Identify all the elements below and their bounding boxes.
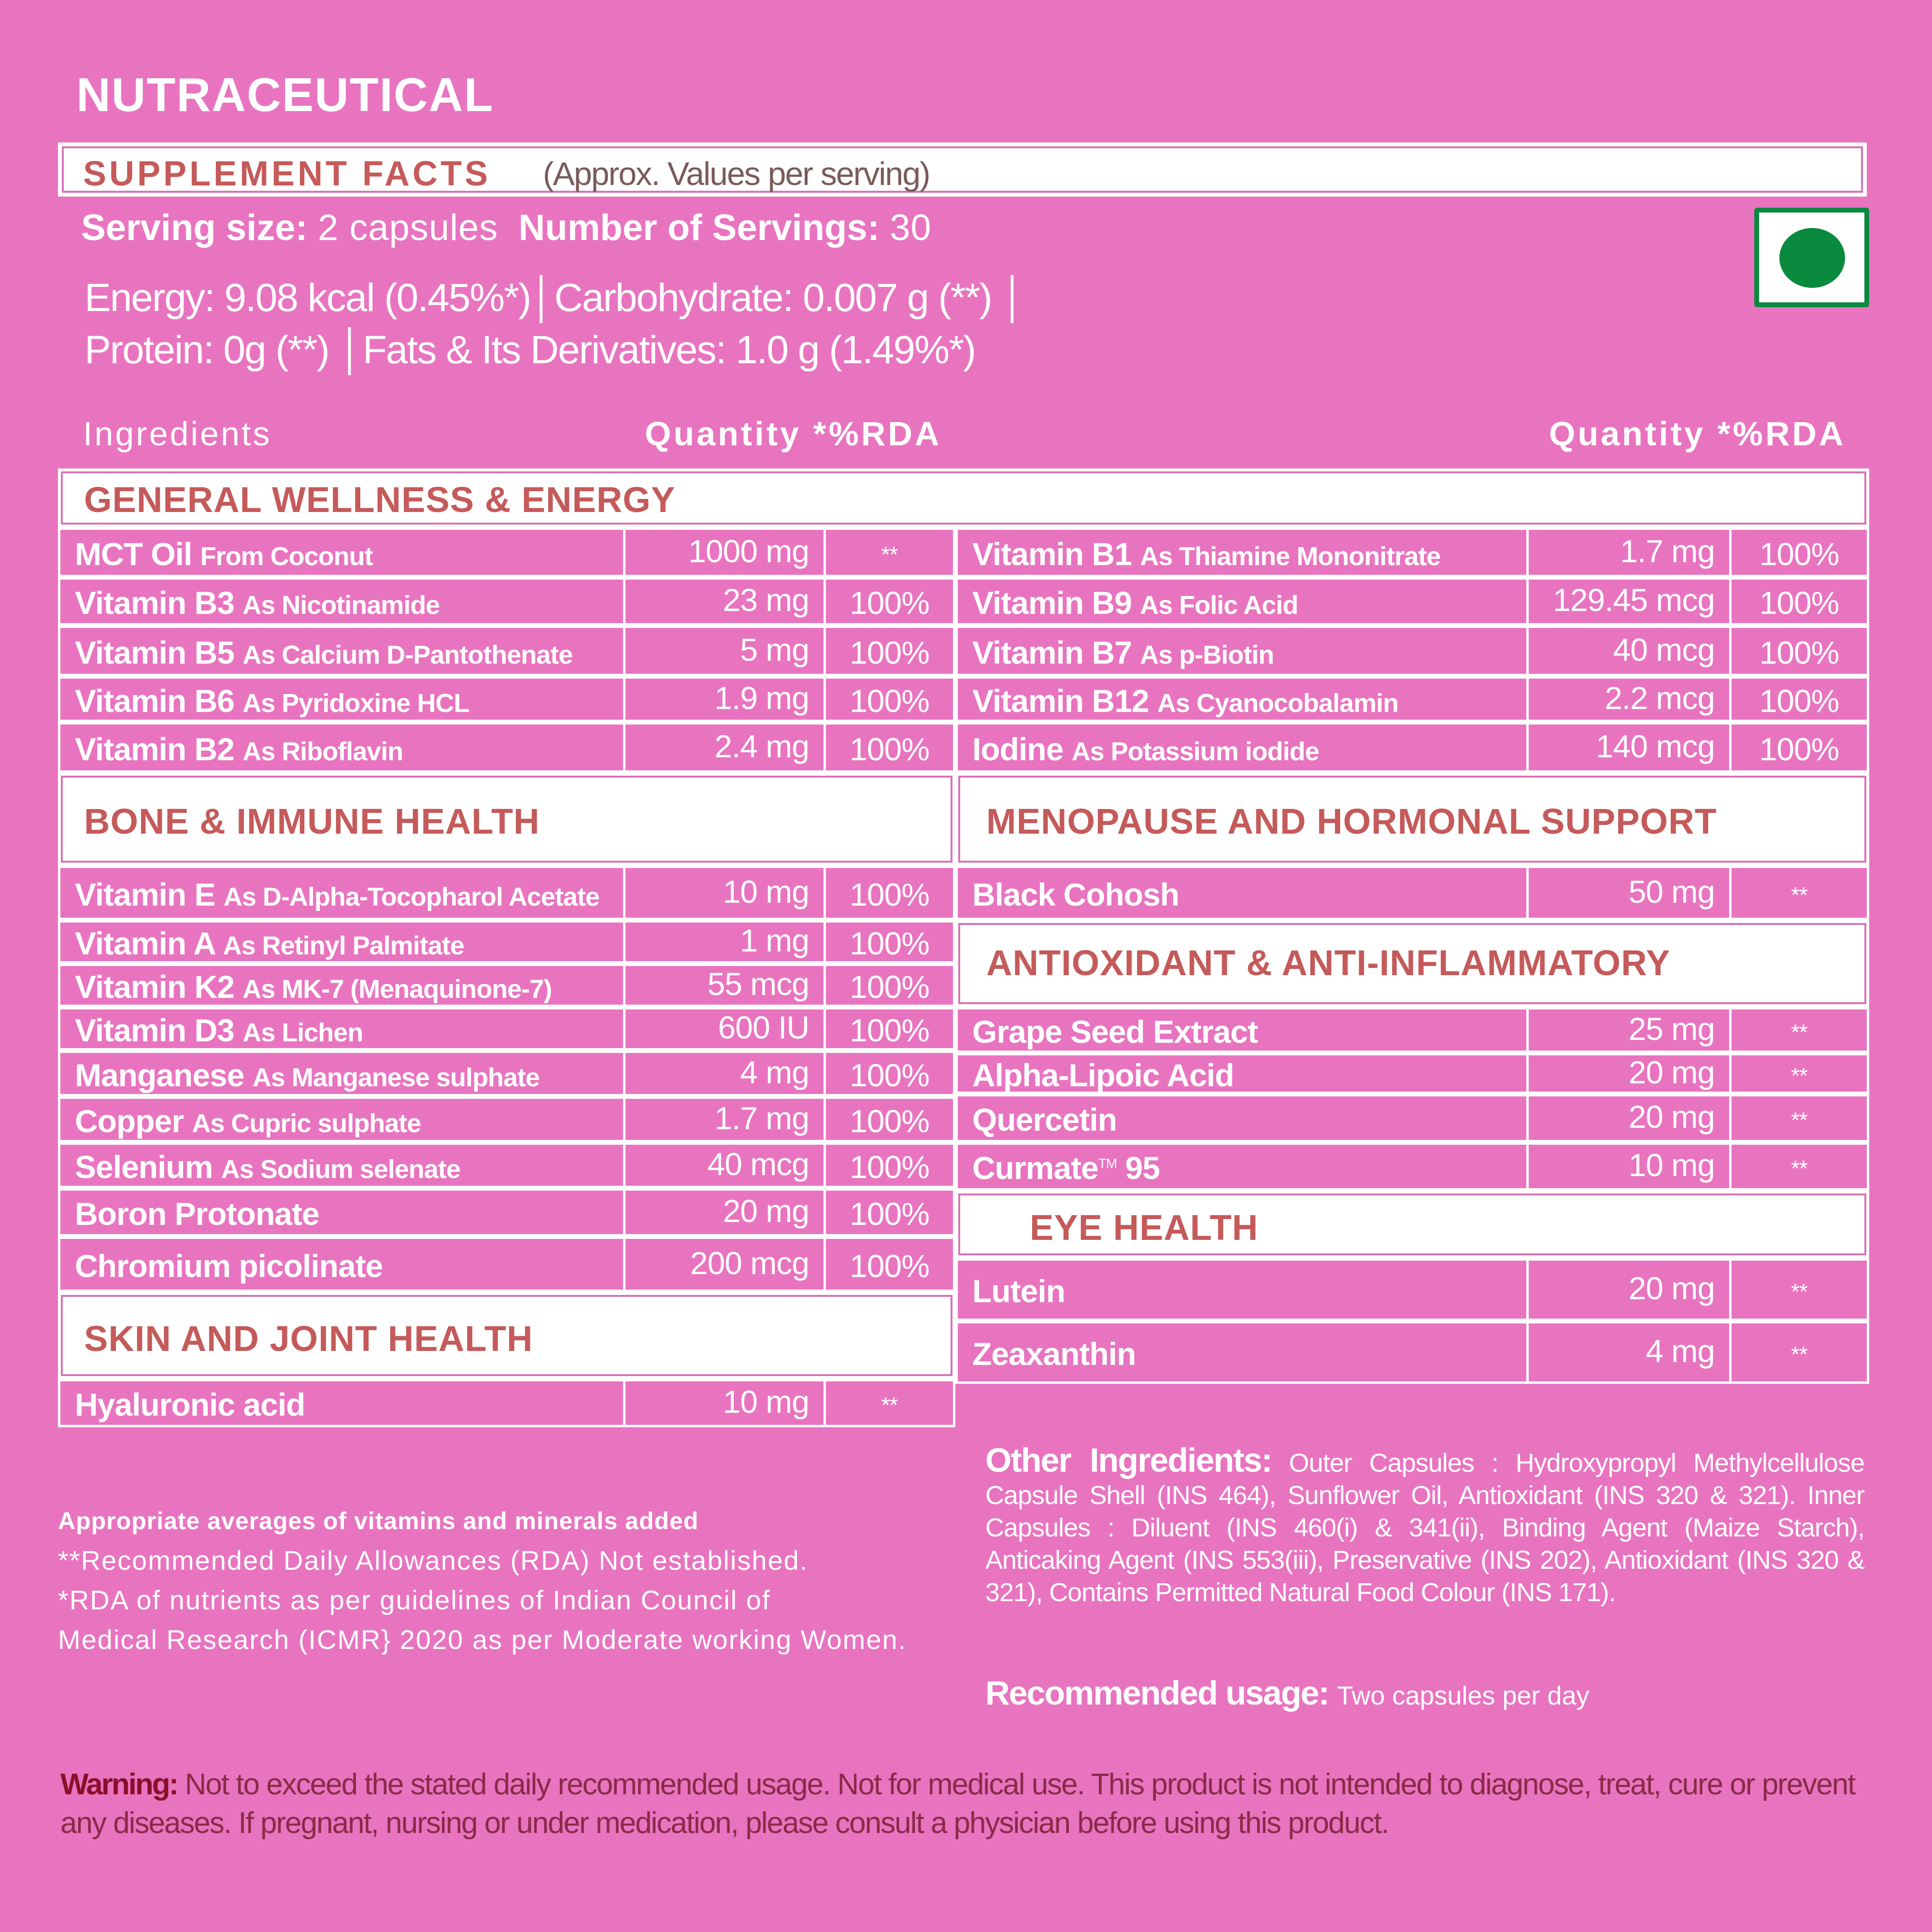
quantity-cell	[623, 1007, 826, 1051]
ingredient-name	[75, 968, 552, 1005]
ingredient-label: Alpha-Lipoic Acid	[972, 1057, 1234, 1093]
ingredient-name	[75, 1103, 421, 1139]
quantity-cell	[623, 527, 826, 577]
rda-value: **	[1791, 1342, 1807, 1367]
ingredient-name	[972, 1335, 1136, 1372]
quantity-cell	[623, 964, 826, 1007]
quantity-value: 50 mg	[1628, 874, 1715, 909]
ingredient-name	[75, 682, 469, 719]
rda-value: **	[1791, 1108, 1807, 1133]
rda-value: 100%	[850, 1057, 929, 1093]
quantity-cell	[623, 1096, 826, 1142]
ingredient-name-cell	[58, 1379, 625, 1427]
rda-value: 100%	[850, 969, 929, 1005]
ingredient-name-cell	[955, 676, 1529, 722]
rda-value: 100%	[1759, 635, 1839, 670]
ingredient-name	[75, 1149, 460, 1185]
ingredient-name	[972, 1273, 1065, 1309]
veg-symbol-icon	[1754, 208, 1869, 307]
rda-value: **	[1791, 1063, 1807, 1088]
ingredient-label: Lutein	[972, 1273, 1065, 1309]
ingredient-source: As Sodium selenate	[221, 1155, 460, 1184]
quantity-cell	[623, 1236, 826, 1292]
quantity-value: 5 mg	[740, 632, 809, 668]
ingredient-name	[75, 1248, 383, 1284]
ingredient-source: As Riboflavin	[242, 737, 403, 766]
ingredient-label: Manganese	[75, 1057, 244, 1093]
trademark-mark: TM	[1098, 1156, 1117, 1171]
ingredient-label: Zeaxanthin	[972, 1336, 1136, 1372]
section-header-skin-joint	[58, 1292, 955, 1379]
quantity-value: 4 mg	[1646, 1333, 1715, 1369]
quantity-cell	[1526, 527, 1732, 577]
section-header-bone-immune	[58, 773, 955, 866]
ingredient-name-cell	[58, 1051, 625, 1096]
quantity-cell	[1526, 1142, 1732, 1191]
quantity-value: 10 mg	[723, 874, 809, 909]
rda-cell	[1729, 527, 1869, 577]
ingredient-source: As Potassium iodide	[1071, 737, 1319, 766]
ingredient-name-cell	[58, 722, 625, 773]
quantity-value: 129.45 mcg	[1553, 582, 1715, 618]
rda-cell	[824, 1379, 955, 1427]
rda-value: 100%	[850, 1149, 929, 1185]
servings-count-label: Number of Servings:	[518, 207, 880, 248]
section-title: BONE & IMMUNE HEALTH	[84, 801, 540, 841]
quantity-value: 25 mg	[1628, 1011, 1715, 1047]
footnote-rda-basis-line1: *RDA of nutrients as per guidelines of Indian Council of	[58, 1585, 771, 1615]
ingredient-name-cell	[58, 1142, 625, 1188]
ingredient-name-cell	[58, 1007, 625, 1051]
ingredient-label: Vitamin E	[75, 877, 215, 912]
servings-count-value: 30	[890, 207, 932, 248]
ingredient-name-cell	[58, 676, 625, 722]
quantity-value: 55 mcg	[707, 966, 809, 1002]
quantity-cell	[623, 1051, 826, 1096]
rda-cell	[1729, 1094, 1869, 1142]
ingredient-name-cell	[955, 866, 1529, 920]
quantity-cell	[623, 920, 826, 964]
quantity-cell	[1526, 625, 1732, 676]
ingredient-name-cell	[58, 527, 625, 577]
rda-value: 100%	[850, 1248, 929, 1284]
ingredient-name-cell	[58, 1236, 625, 1292]
ingredient-name-cell	[58, 1188, 625, 1236]
ingredient-name	[75, 634, 572, 671]
ingredient-name-cell	[955, 1007, 1529, 1053]
rda-value: **	[881, 542, 898, 567]
rda-cell	[824, 964, 955, 1007]
ingredient-label: Vitamin B2	[75, 731, 234, 767]
rda-value: 100%	[850, 731, 929, 767]
ingredient-label: MCT Oil	[75, 536, 192, 572]
rda-cell	[824, 1007, 955, 1051]
section-header-eye-health	[955, 1191, 1869, 1258]
section-header-antioxidant	[955, 920, 1869, 1007]
quantity-rda-header-right: Quantity *%RDA	[1549, 415, 1846, 453]
rda-cell	[1729, 1142, 1869, 1191]
ingredient-source: As Lichen	[242, 1018, 363, 1047]
ingredient-name-cell	[58, 866, 625, 920]
ingredient-name-cell	[955, 1142, 1529, 1191]
ingredient-name	[972, 1057, 1234, 1094]
ingredient-label: Vitamin B6	[75, 683, 234, 719]
ingredient-label: Grape Seed Extract	[972, 1014, 1258, 1050]
ingredient-label: Boron Protonate	[75, 1196, 319, 1232]
ingredient-name	[972, 1013, 1258, 1050]
recommended-usage	[985, 1674, 1590, 1712]
ingredients-column-header: Ingredients	[83, 415, 272, 453]
rda-cell	[1729, 1053, 1869, 1094]
ingredient-name-cell	[58, 964, 625, 1007]
rda-value: 100%	[1759, 536, 1839, 572]
rda-value: 100%	[850, 925, 929, 961]
ingredient-source: As MK-7 (Menaquinone-7)	[242, 975, 552, 1004]
rda-value: 100%	[850, 683, 929, 719]
supplement-facts-banner	[58, 142, 1867, 197]
quantity-cell	[1526, 722, 1732, 773]
ingredient-source: As Pyridoxine HCL	[242, 689, 469, 718]
veg-dot	[1779, 228, 1845, 288]
ingredient-label: Vitamin B5	[75, 635, 234, 670]
ingredient-label: Vitamin B12	[972, 683, 1149, 719]
rda-cell	[1729, 577, 1869, 625]
quantity-value: 2.4 mg	[714, 728, 809, 764]
other-ingredients	[985, 1441, 1864, 1609]
rda-value: 100%	[1759, 585, 1839, 621]
section-header-menopause	[955, 773, 1869, 866]
ingredient-name-cell	[58, 577, 625, 625]
rda-cell	[824, 527, 955, 577]
ingredient-name	[972, 536, 1440, 572]
rda-cell	[824, 866, 955, 920]
quantity-cell	[623, 577, 826, 625]
rda-cell	[824, 1188, 955, 1236]
warning-text: Not to exceed the stated daily recommended usage. Not for medical use. This product is not intended to diagnose, treat, cure or prevent any diseases. If pregnant, nursing or under medication, please consult a physician before using this product.	[60, 1768, 1855, 1840]
warning-label: Warning:	[60, 1768, 178, 1801]
ingredient-label: Hyaluronic acid	[75, 1387, 305, 1422]
ingredient-name-cell	[58, 920, 625, 964]
ingredient-name	[972, 634, 1274, 671]
rda-cell	[1729, 722, 1869, 773]
rda-value: 100%	[850, 635, 929, 670]
ingredient-name	[75, 1386, 305, 1423]
rda-value: **	[1791, 1279, 1807, 1304]
quantity-cell	[623, 1379, 826, 1427]
recommended-usage-value: Two capsules per day	[1337, 1681, 1590, 1710]
serving-size-value: 2 capsules	[317, 207, 498, 248]
ingredient-name	[972, 731, 1319, 767]
ingredient-source: As Retinyl Palmitate	[223, 931, 464, 960]
ingredient-label: Copper	[75, 1103, 184, 1139]
footnote-rda-basis-line2: Medical Research (ICMR} 2020 as per Moderate working Women.	[58, 1624, 907, 1655]
rda-cell	[824, 1051, 955, 1096]
ingredient-label: Vitamin B7	[972, 635, 1132, 670]
ingredient-name-cell	[955, 577, 1529, 625]
warning	[60, 1765, 1876, 1843]
ingredient-source: As D-Alpha-Tocopharol Acetate	[223, 882, 599, 911]
ingredient-source: As Folic Acid	[1140, 591, 1298, 620]
ingredient-name	[972, 682, 1398, 719]
quantity-value: 40 mcg	[1613, 632, 1715, 668]
section-title: MENOPAUSE AND HORMONAL SUPPORT	[986, 801, 1717, 841]
rda-cell	[824, 1142, 955, 1188]
ingredient-name	[972, 876, 1179, 913]
quantity-cell	[623, 866, 826, 920]
ingredient-label: Black Cohosh	[972, 877, 1179, 912]
ingredient-label: Iodine	[972, 731, 1064, 767]
other-ingredients-label: Other Ingredients:	[985, 1441, 1272, 1479]
serving-info	[81, 207, 932, 249]
ingredient-label: Vitamin A	[75, 925, 215, 961]
quantity-value: 20 mg	[1628, 1270, 1715, 1306]
ingredient-source: As p-Biotin	[1140, 640, 1274, 669]
ingredient-name	[75, 1012, 363, 1049]
quantity-value: 20 mg	[723, 1193, 809, 1229]
rda-cell	[1729, 1258, 1869, 1321]
ingredient-name	[972, 584, 1298, 621]
rda-value: 100%	[1759, 683, 1839, 719]
rda-cell	[824, 577, 955, 625]
recommended-usage-label: Recommended usage:	[985, 1674, 1329, 1712]
quantity-cell	[1526, 1007, 1732, 1053]
quantity-cell	[1526, 1321, 1732, 1384]
ingredient-label: Selenium	[75, 1149, 213, 1185]
quantity-value: 140 mcg	[1595, 728, 1715, 764]
other-ingredients-text: Outer Capsules : Hydroxypropyl Methylcellulose Capsule Shell (INS 464), Sunflower Oil, Antioxidant (INS 320 & 321). Inner Capsules : Diluent (INS 460(i) & 341(ii), Binding Agent (Maize Starch), Anticaking Agent (INS 553(iii), Preservative (INS 202), Antioxidant (INS 320 & 321), Contains Permitted Natural Food Colour (INS 171).	[985, 1449, 1864, 1607]
quantity-cell	[623, 676, 826, 722]
ingredient-label: Vitamin K2	[75, 969, 234, 1005]
ingredient-source: As Cyanocobalamin	[1157, 689, 1399, 718]
ingredient-name	[75, 536, 373, 572]
ingredient-source: As Nicotinamide	[242, 591, 440, 620]
section-header-general-wellness	[58, 469, 1869, 527]
ingredient-name-cell	[955, 1053, 1529, 1094]
ingredient-name	[75, 925, 464, 962]
nutrition-line-1: Energy: 9.08 kcal (0.45%*)│Carbohydrate: 0.007 g (**) │	[85, 276, 1025, 320]
rda-value: **	[881, 1392, 898, 1418]
ingredient-name-cell	[58, 625, 625, 676]
supplement-facts-subheading: (Approx. Values per serving)	[543, 156, 930, 192]
ingredient-label: Vitamin D3	[75, 1012, 234, 1048]
rda-value: **	[1791, 1020, 1807, 1045]
rda-cell	[824, 1236, 955, 1292]
quantity-value: 23 mg	[723, 582, 809, 618]
quantity-value: 20 mg	[1628, 1054, 1715, 1090]
rda-cell	[1729, 866, 1869, 920]
rda-value: 100%	[850, 1012, 929, 1048]
quantity-cell	[623, 1188, 826, 1236]
ingredient-name	[972, 1101, 1117, 1138]
quantity-cell	[623, 722, 826, 773]
ingredient-label: Chromium picolinate	[75, 1248, 383, 1284]
ingredient-label: Curmate	[972, 1150, 1098, 1186]
rda-cell	[824, 722, 955, 773]
quantity-value: 2.2 mcg	[1605, 680, 1715, 716]
quantity-value: 20 mg	[1628, 1099, 1715, 1135]
quantity-value: 10 mg	[1628, 1147, 1715, 1183]
ingredient-name-cell	[955, 1321, 1529, 1384]
rda-value: 100%	[1759, 731, 1839, 767]
ingredient-source: As Manganese sulphate	[252, 1063, 540, 1092]
rda-value: **	[1791, 1156, 1807, 1181]
ingredient-name	[972, 1150, 1160, 1186]
rda-cell	[1729, 676, 1869, 722]
ingredient-name	[75, 1057, 540, 1094]
quantity-value: 1.7 mg	[714, 1100, 809, 1136]
rda-cell	[824, 625, 955, 676]
ingredient-label: Vitamin B3	[75, 585, 234, 621]
quantity-cell	[1526, 1258, 1732, 1321]
quantity-value: 1 mg	[740, 923, 809, 958]
section-title: ANTIOXIDANT & ANTI-INFLAMMATORY	[986, 943, 1671, 983]
quantity-cell	[623, 1142, 826, 1188]
section-title: GENERAL WELLNESS & ENERGY	[84, 480, 676, 520]
ingredient-source: As Calcium D-Pantothenate	[242, 640, 573, 669]
ingredient-name-cell	[955, 722, 1529, 773]
brand-title: NUTRACEUTICAL	[76, 68, 494, 121]
ingredient-name	[75, 584, 440, 621]
ingredient-label: Quercetin	[972, 1102, 1117, 1137]
ingredient-source: As Thiamine Mononitrate	[1140, 542, 1441, 571]
ingredient-name-cell	[955, 1258, 1529, 1321]
nutrition-line-2: Protein: 0g (**) │Fats & Its Derivatives: 1.0 g (1.49%*)	[85, 328, 976, 372]
ingredient-name-cell	[955, 1094, 1529, 1142]
section-title: SKIN AND JOINT HEALTH	[84, 1319, 533, 1359]
rda-value: **	[1791, 882, 1807, 908]
ingredient-name-cell	[955, 527, 1529, 577]
rda-value: 100%	[850, 585, 929, 621]
quantity-value: 10 mg	[723, 1384, 809, 1420]
quantity-value: 600 IU	[718, 1009, 809, 1045]
rda-value: 100%	[850, 1103, 929, 1139]
rda-cell	[1729, 1321, 1869, 1384]
rda-cell	[1729, 1007, 1869, 1053]
ingredient-label: Vitamin B9	[972, 585, 1132, 621]
footnote-averages: Appropriate averages of vitamins and minerals added	[58, 1507, 699, 1534]
quantity-cell	[1526, 866, 1732, 920]
rda-cell	[824, 920, 955, 964]
ingredient-name	[75, 731, 403, 767]
rda-value: 100%	[850, 877, 929, 912]
quantity-cell	[1526, 577, 1732, 625]
supplement-facts-heading: SUPPLEMENT FACTS	[83, 155, 491, 193]
quantity-cell	[1526, 1053, 1732, 1094]
quantity-value: 200 mcg	[690, 1245, 809, 1281]
serving-size-label: Serving size:	[81, 207, 308, 248]
ingredient-name-cell	[955, 625, 1529, 676]
quantity-value: 1.7 mg	[1620, 533, 1715, 569]
rda-cell	[1729, 625, 1869, 676]
quantity-rda-header-left: Quantity *%RDA	[645, 415, 942, 453]
ingredient-suffix: 95	[1117, 1150, 1160, 1186]
ingredient-label: Vitamin B1	[972, 536, 1132, 572]
rda-cell	[824, 1096, 955, 1142]
quantity-value: 1000 mg	[688, 533, 809, 569]
quantity-value: 40 mcg	[707, 1146, 809, 1182]
quantity-value: 4 mg	[740, 1054, 809, 1090]
quantity-cell	[1526, 676, 1732, 722]
ingredient-source: As Cupric sulphate	[192, 1109, 421, 1138]
quantity-cell	[623, 625, 826, 676]
quantity-value: 1.9 mg	[714, 680, 809, 716]
ingredient-source: From Coconut	[200, 542, 373, 571]
ingredient-name	[75, 876, 599, 913]
section-title: EYE HEALTH	[1030, 1208, 1259, 1248]
ingredient-name-cell	[58, 1096, 625, 1142]
footnote-rda-not-established: **Recommended Daily Allowances (RDA) Not established.	[58, 1545, 809, 1576]
ingredient-name	[75, 1195, 319, 1232]
quantity-cell	[1526, 1094, 1732, 1142]
rda-cell	[824, 676, 955, 722]
rda-value: 100%	[850, 1196, 929, 1232]
